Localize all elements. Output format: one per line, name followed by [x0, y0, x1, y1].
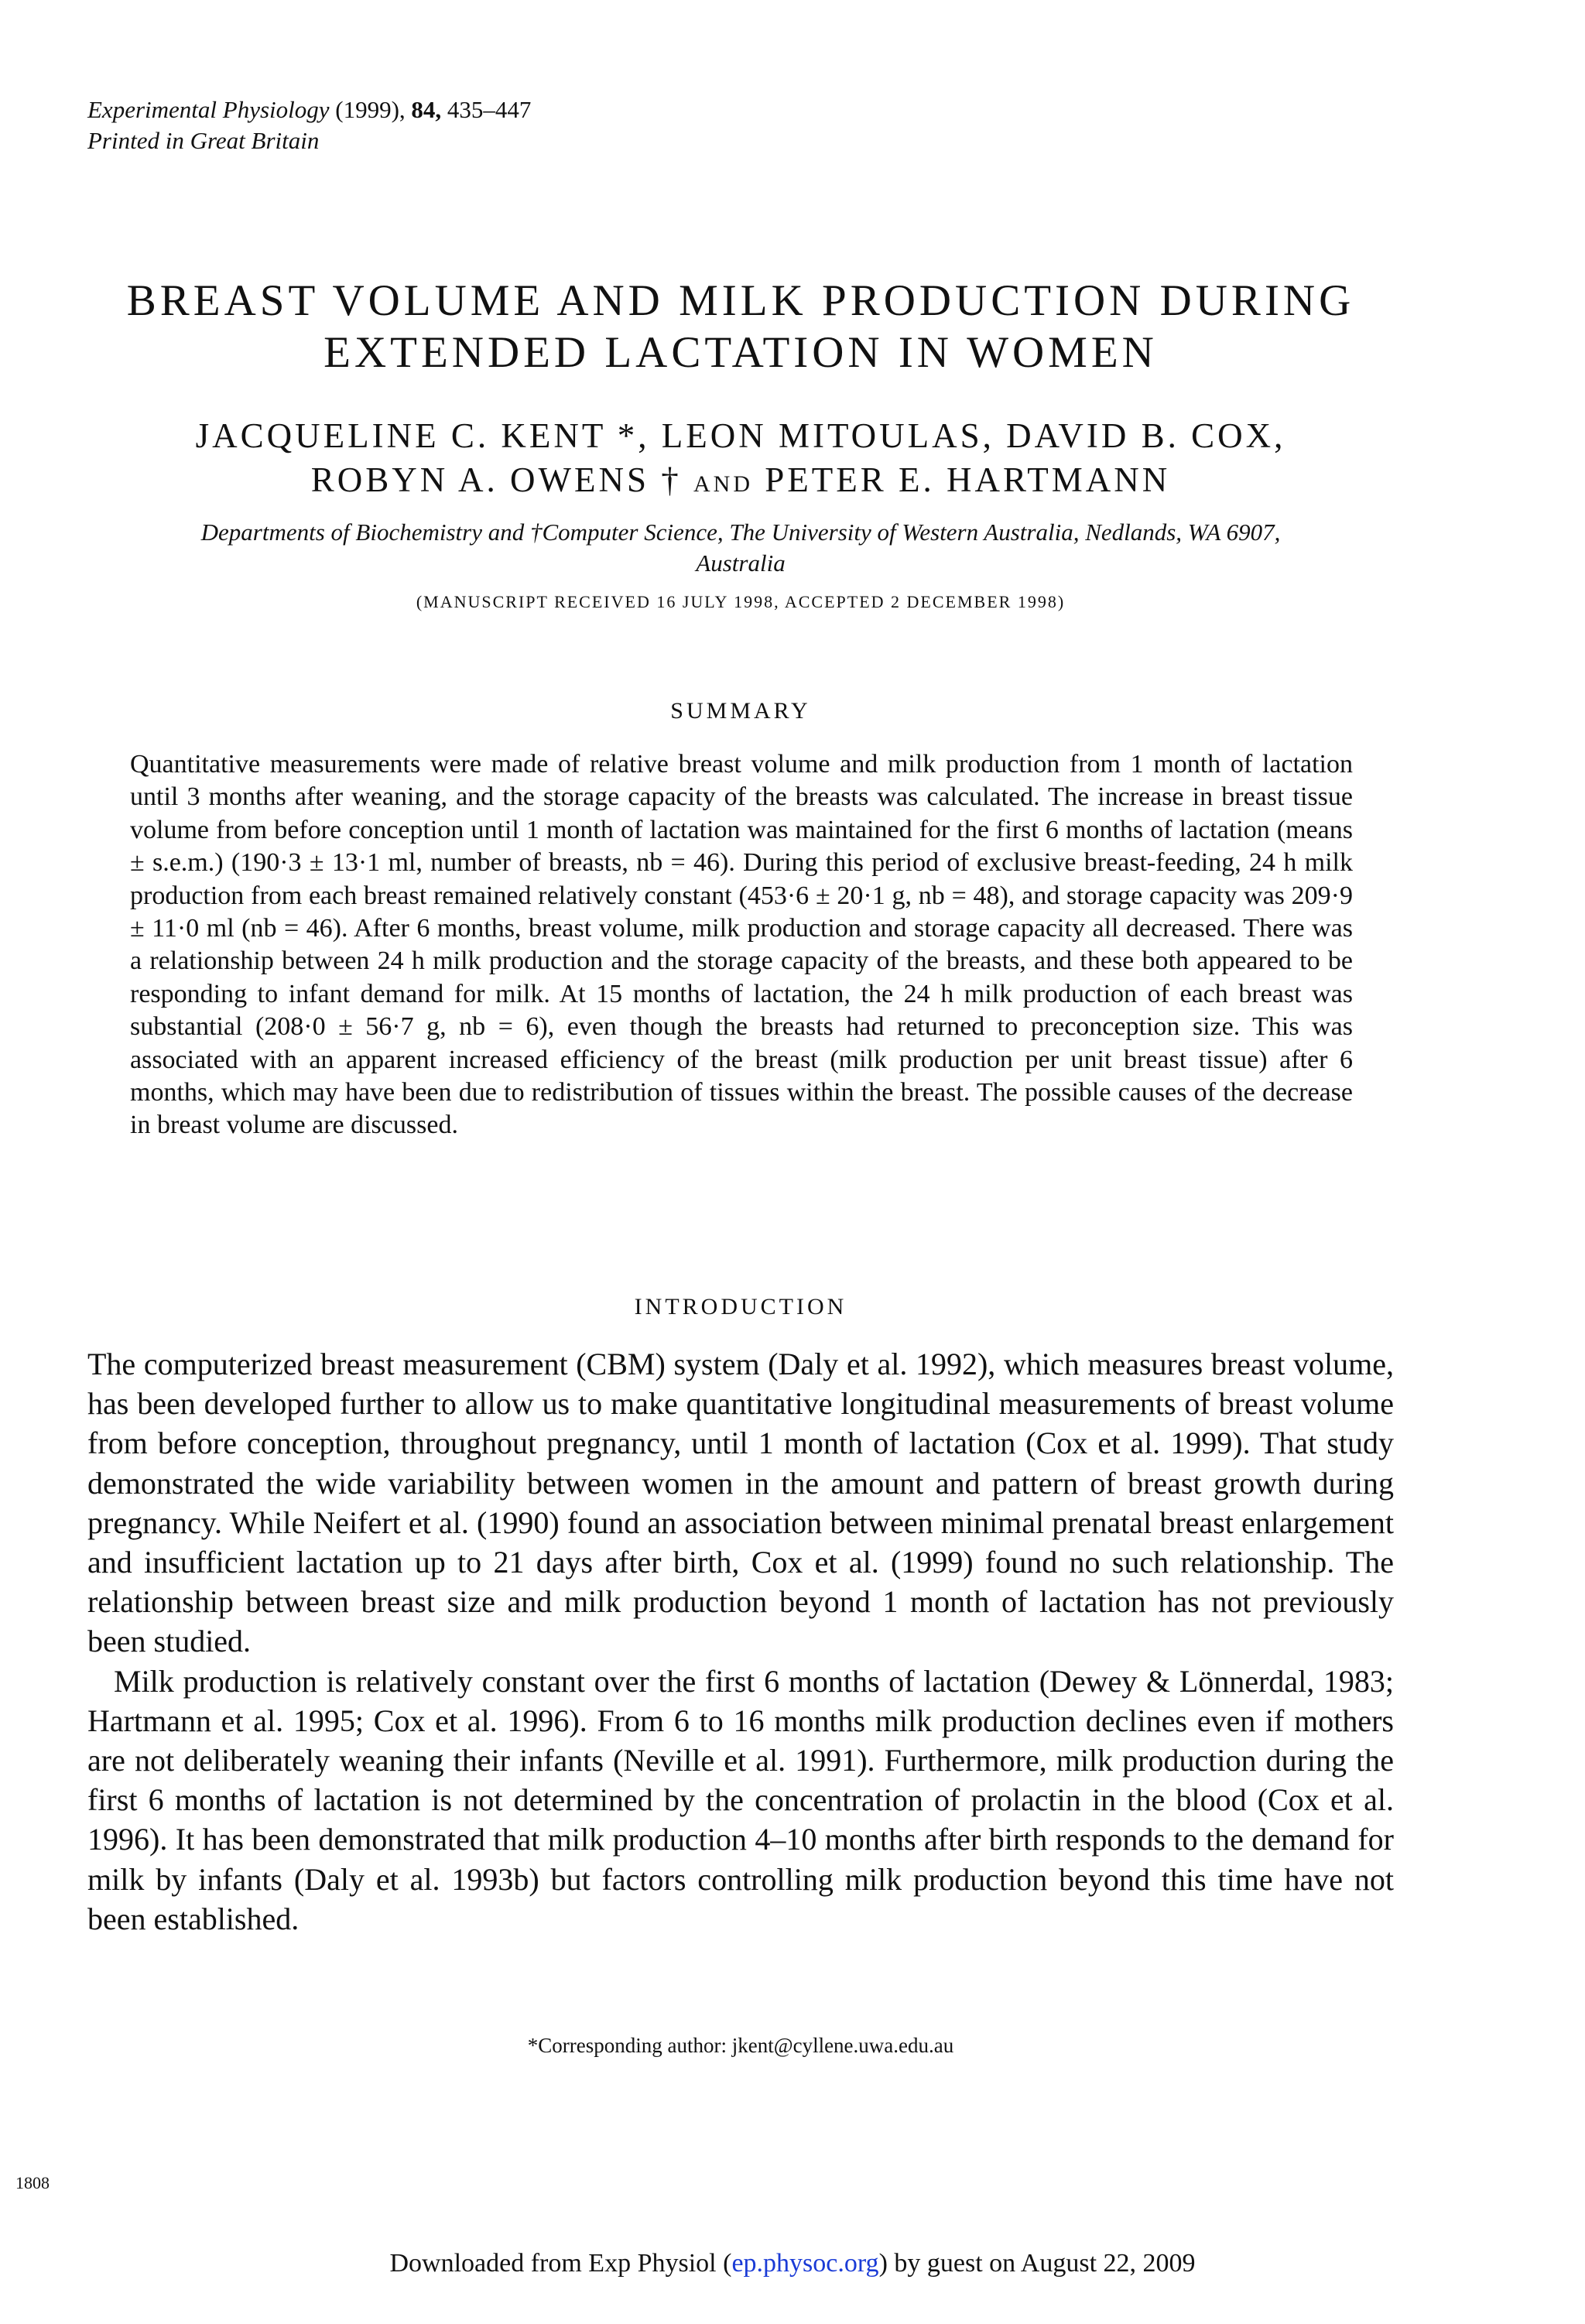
authors-line-2b: PETER E. HARTMANN — [765, 460, 1171, 499]
printed-in: Printed in Great Britain — [87, 127, 320, 154]
journal-pages: 435–447 — [447, 96, 532, 123]
download-notice — [0, 2249, 1585, 2278]
affiliation-line-2: Australia — [696, 549, 786, 577]
affiliation — [0, 517, 1481, 579]
journal-name: Experimental Physiology — [87, 96, 330, 123]
download-suffix: ) by guest on August 22, 2009 — [878, 2249, 1196, 2278]
article-title — [0, 275, 1481, 378]
authors-line-2a: ROBYN A. OWENS † — [310, 460, 682, 499]
author-list — [0, 414, 1481, 506]
authors-line-1: JACQUELINE C. KENT *, LEON MITOULAS, DAVID B. COX, — [195, 416, 1286, 455]
introduction-body — [87, 1344, 1394, 1939]
manuscript-received: (MANUSCRIPT RECEIVED 16 JULY 1998, ACCEPTED 2 DECEMBER 1998) — [416, 592, 1066, 611]
download-link[interactable]: ep.physoc.org — [731, 2249, 879, 2278]
intro-paragraph-2: Milk production is relatively constant over the first 6 months of lactation (Dewey & Lönnerdal, 1983; Hartmann et al. 1995; Cox et al. 1996). From 6 to 16 months milk production declines even if mothers are not deliberately weaning their infants (Neville et al. 1991). Furthermore, milk production during the first 6 months of lactation is not determined by the concentration of prolactin in the blood (Cox et al. 1996). It has been demonstrated that milk production 4–10 months after birth responds to the demand for milk by infants (Daly et al. 1993b) but factors controlling milk production beyond this time have not been established. — [87, 1663, 1394, 1936]
intro-paragraph-1: The computerized breast measurement (CBM) system (Daly et al. 1992), which measures breast volume, has been developed further to allow us to make quantitative longitudinal measurements of breast volume from before conception, throughout pregnancy, until 1 month of lactation (Cox et al. 1999). That study demonstrated the wide variability between women in the amount and pattern of breast growth during pregnancy. While Neifert et al. (1990) found an association between minimal prenatal breast enlargement and insufficient lactation up to 21 days after birth, Cox et al. (1999) found no such relationship. The relationship between breast size and milk production beyond 1 month of lactation has not previously been studied. — [87, 1347, 1394, 1659]
journal-volume: 84, — [411, 96, 442, 123]
title-line-1: BREAST VOLUME AND MILK PRODUCTION DURING — [126, 276, 1355, 325]
introduction-heading: INTRODUCTION — [634, 1294, 847, 1319]
summary-heading: SUMMARY — [670, 698, 811, 724]
affiliation-line-1: Departments of Biochemistry and †Computer Science, The University of Western Australia, Nedlands, WA 6907, — [200, 519, 1281, 546]
journal-year: (1999), — [335, 96, 406, 123]
download-prefix: Downloaded from Exp Physiol ( — [389, 2249, 732, 2278]
page-number: 1808 — [15, 2173, 50, 2192]
journal-citation — [87, 94, 531, 156]
summary-text: Quantitative measurements were made of relative breast volume and milk production from 1 month of lactation until 3 months after weaning, and the storage capacity of the breasts was calculated. The increase in breast tissue volume from before conception until 1 month of lactation was maintained for the first 6 months of lactation (means ± s.e.m.) (190·3 ± 13·1 ml, number of breasts, nb = 46). During this period of exclusive breast-feeding, 24 h milk production from each breast remained relatively constant (453·6 ± 20·1 g, nb = 48), and storage capacity was 209·9 ± 11·0 ml (nb = 46). After 6 months, breast volume, milk production and storage capacity all decreased. There was a relationship between 24 h milk production and the storage capacity of the breasts, and these both appeared to be responding to infant demand for milk. At 15 months of lactation, the 24 h milk production of each breast was substantial (208·0 ± 56·7 g, nb = 6), even though the breasts had returned to preconception size. This was associated with an apparent increased efficiency of the breast (milk production per unit breast tissue) after 6 months, which may have been due to redistribution of tissues within the breast. The possible causes of the decrease in breast volume are discussed. — [130, 750, 1353, 1140]
corresponding-author-footnote: *Corresponding author: jkent@cyllene.uwa.edu.au — [527, 2034, 954, 2057]
title-line-2: EXTENDED LACTATION IN WOMEN — [324, 328, 1158, 377]
authors-and: AND — [693, 471, 753, 497]
